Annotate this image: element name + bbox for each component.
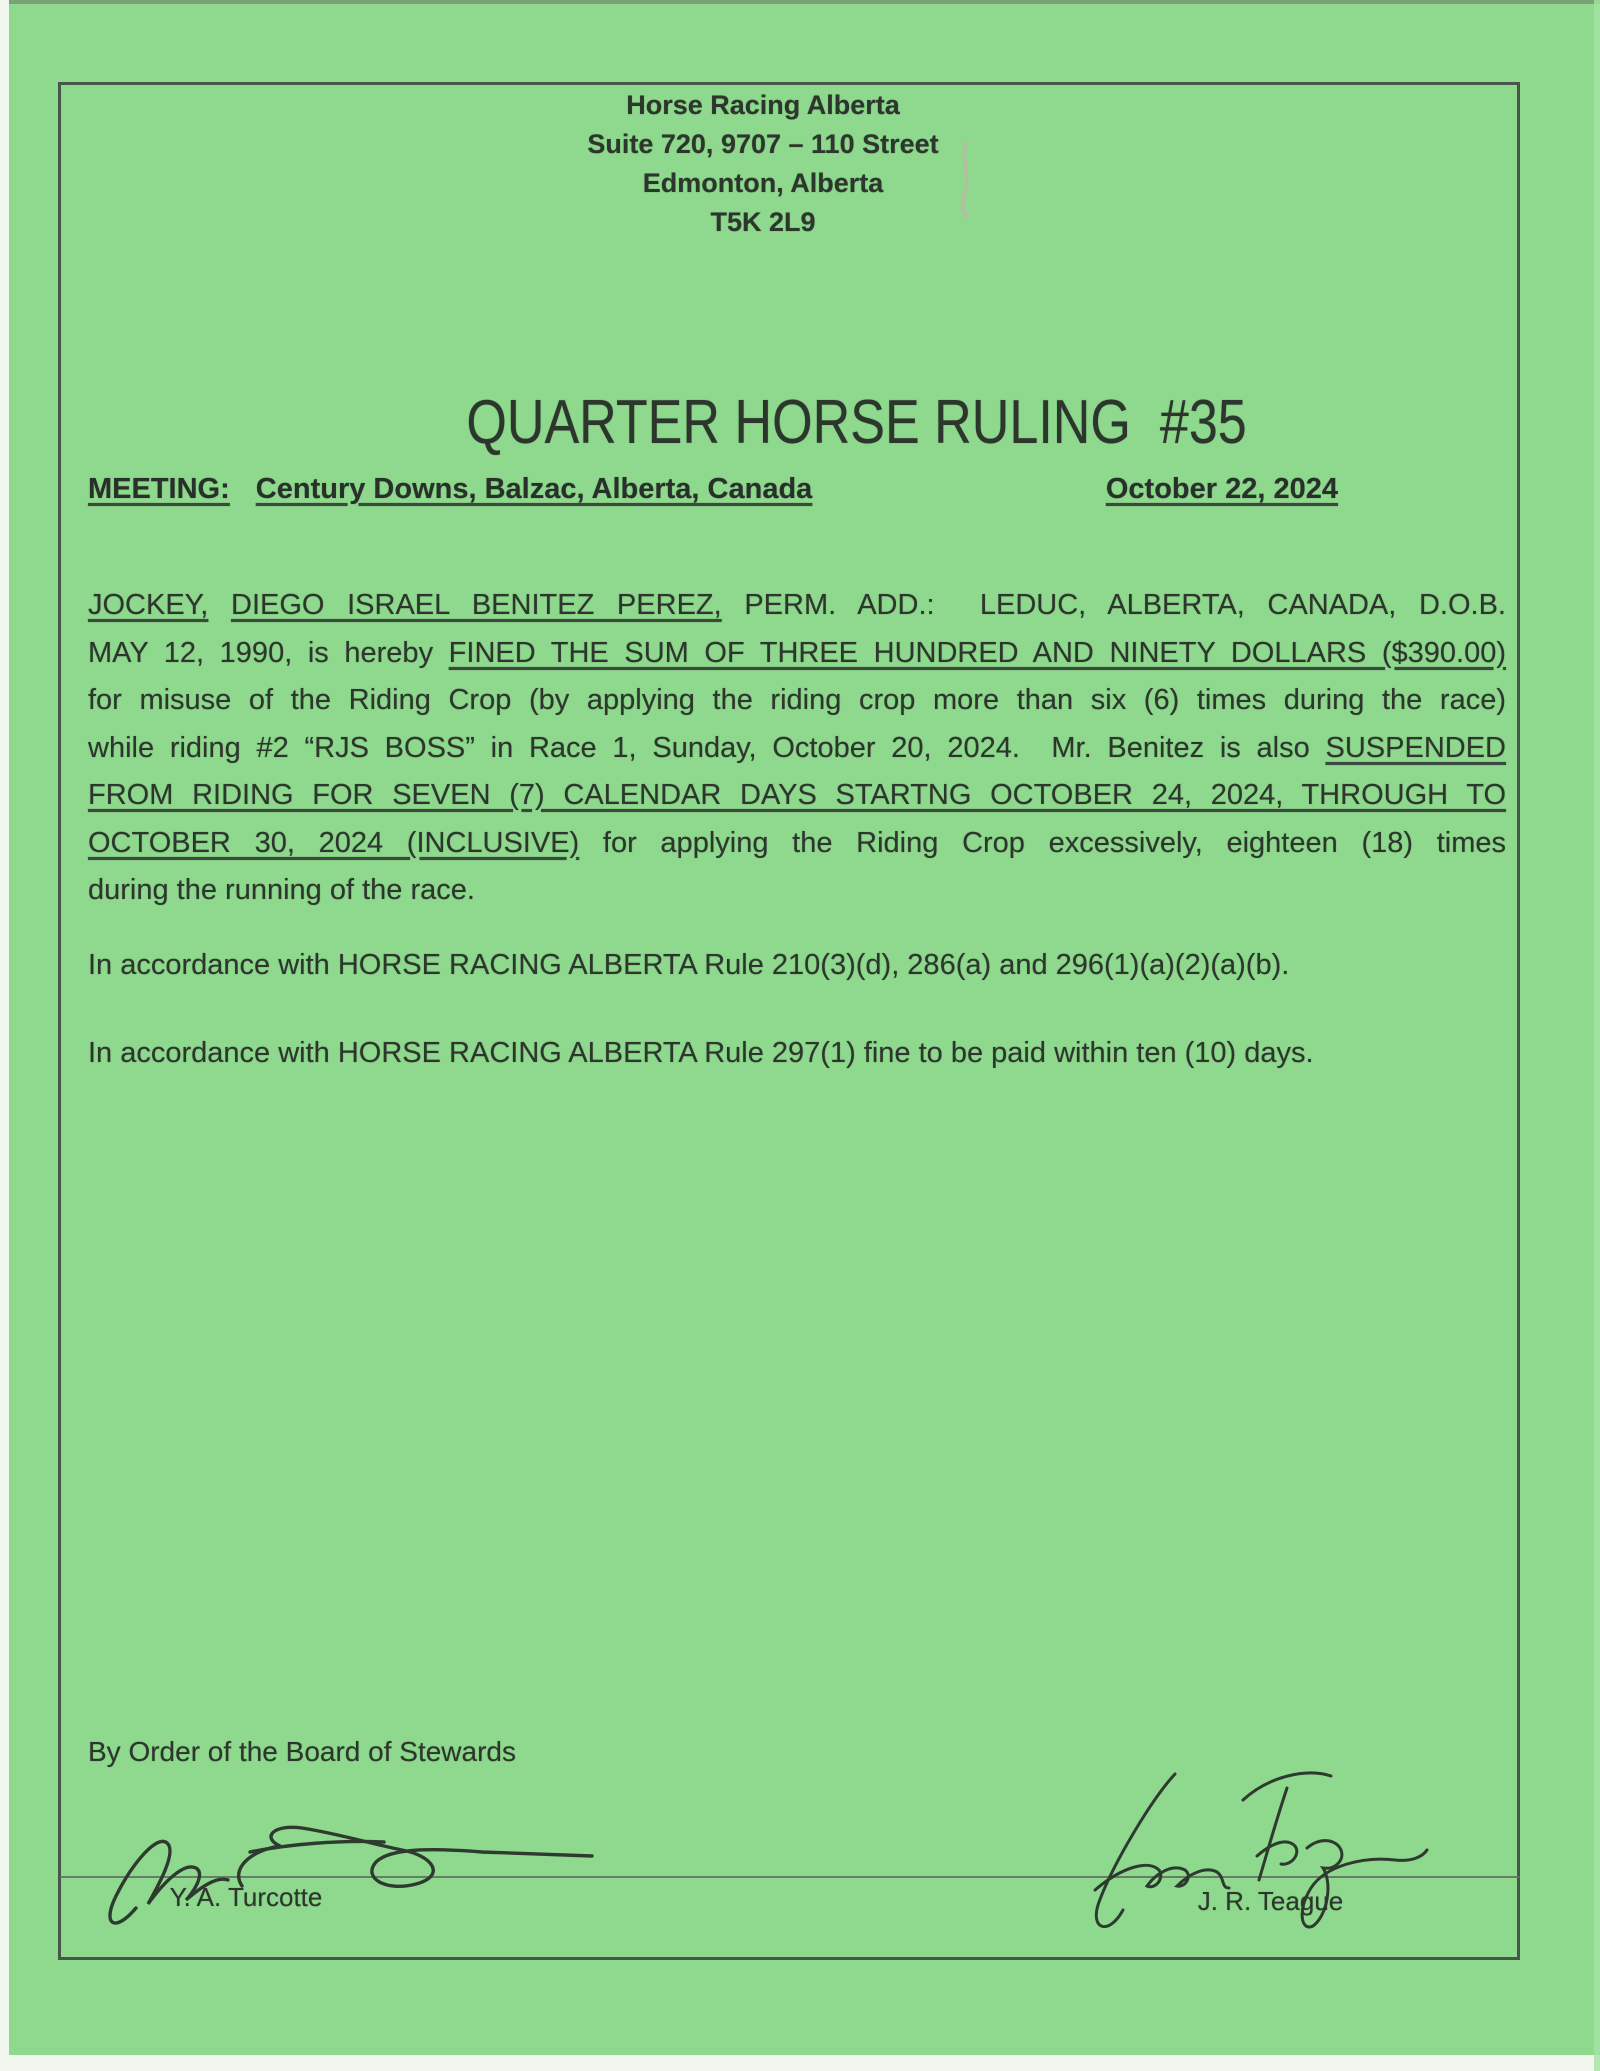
ruling-text-segment: JOCKEY, bbox=[88, 589, 209, 621]
scan-right-edge bbox=[1594, 0, 1600, 2071]
ruling-text-segment: FINED THE SUM OF THREE HUNDRED AND NINETY DOLLARS ($390.00) bbox=[448, 636, 1506, 669]
by-order-text: By Order of the Board of Stewards bbox=[88, 1736, 516, 1767]
ruling-text-segment: OCTOBER 30, 2024 (INCLUSIVE) bbox=[88, 826, 580, 859]
ruling-text-segment: while riding #2 “RJS BOSS” in Race 1, Sunday, October 20, 2024. Mr. Benitez is also bbox=[88, 731, 1326, 764]
ruling-text-segment: SUSPENDED bbox=[1325, 731, 1506, 764]
ruling-title-text: QUARTER HORSE RULING #35 bbox=[466, 388, 1247, 457]
letterhead bbox=[0, 86, 1526, 242]
ruling-paragraph bbox=[88, 582, 1506, 915]
ruling-text-segment: MAY 12, 1990, is hereby bbox=[88, 636, 449, 669]
ruling-line bbox=[88, 582, 1506, 630]
org-postal-code: T5K 2L9 bbox=[710, 207, 816, 237]
left-signatory-name: Y. A. Turcotte bbox=[169, 1882, 323, 1912]
meeting-venue: Century Downs, Balzac, Alberta, Canada bbox=[255, 473, 813, 505]
ruling-text-segment: during the running of the race. bbox=[88, 874, 475, 906]
scan-bottom-edge bbox=[0, 2055, 1600, 2071]
org-address: Suite 720, 9707 – 110 Street bbox=[587, 129, 939, 159]
right-signatory-name: J. R. Teague bbox=[1197, 1886, 1344, 1916]
turcotte-signature bbox=[100, 1792, 660, 1940]
ruling-text-segment: for applying the Riding Crop excessively, eighteen (18) times bbox=[579, 826, 1506, 859]
meeting-label: MEETING: bbox=[88, 473, 230, 505]
ruling-line bbox=[88, 725, 1506, 773]
ruling-text-segment bbox=[208, 589, 231, 621]
ruling-line bbox=[88, 630, 1506, 678]
scan-top-edge bbox=[0, 0, 1600, 4]
ruling-line bbox=[88, 772, 1506, 820]
ruling-line bbox=[88, 677, 1506, 725]
scan-left-edge bbox=[0, 0, 9, 2071]
rule-reference-line-2: In accordance with HORSE RACING ALBERTA Rule 297(1) fine to be paid within ten (10) days. bbox=[88, 1037, 1314, 1069]
rule-reference-line-1: In accordance with HORSE RACING ALBERTA Rule 210(3)(d), 286(a) and 296(1)(a)(2)(a)(b). bbox=[88, 949, 1290, 981]
org-name: Horse Racing Alberta bbox=[626, 90, 900, 120]
meeting-row bbox=[88, 471, 1506, 507]
ruling-text-segment: FROM RIDING FOR SEVEN (7) CALENDAR DAYS STARTNG OCTOBER 24, 2024, THROUGH TO bbox=[88, 779, 1506, 811]
ruling-line bbox=[88, 820, 1506, 868]
ruling-text-segment: for misuse of the Riding Crop (by applying the riding crop more than six (6) times during the race) bbox=[88, 684, 1506, 716]
org-city: Edmonton, Alberta bbox=[642, 168, 884, 198]
ruling-text-segment: PERM. ADD.: LEDUC, ALBERTA, CANADA, D.O.B. bbox=[721, 589, 1506, 621]
ruling-line bbox=[88, 867, 1506, 915]
meeting-date: October 22, 2024 bbox=[1105, 473, 1338, 505]
ruling-text-segment: DIEGO ISRAEL BENITEZ PEREZ, bbox=[231, 589, 722, 621]
